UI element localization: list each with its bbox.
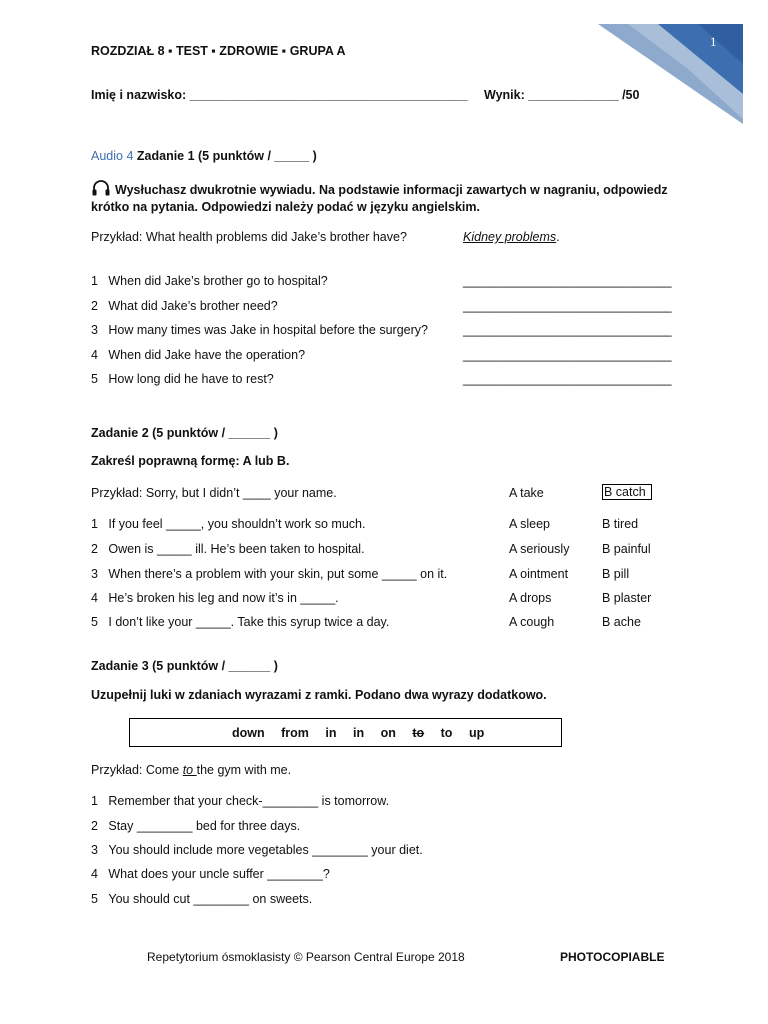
option-b[interactable]: B pill [602, 567, 630, 581]
headphones-icon [91, 180, 111, 196]
task3-title: Zadanie 3 (5 punktów / ______ ) [91, 659, 278, 673]
score-field-label: Wynik: _____________ /50 [484, 88, 640, 102]
answer-line[interactable]: ______________________________ [463, 274, 672, 288]
task3-example: Przykład: Come to the gym with me. [91, 763, 292, 777]
answer-line[interactable]: ______________________________ [463, 348, 672, 362]
list-item: 5 You should cut ________ on sweets. [91, 892, 313, 906]
list-item: 2 What did Jake’s brother need? [91, 299, 278, 313]
word-box [129, 718, 562, 747]
page-number: 1 [710, 34, 717, 49]
task2-title: Zadanie 2 (5 punktów / ______ ) [91, 426, 278, 440]
task1-example-answer: Kidney problems. [463, 230, 560, 244]
list-item: 1 If you feel _____, you shouldn’t work so much. [91, 517, 366, 531]
answer-line[interactable]: ______________________________ [463, 372, 672, 386]
task2-instruction: Zakreśl poprawną formę: A lub B. [91, 454, 290, 468]
footer-copyright: Repetytorium ósmoklasisty © Pearson Central Europe 2018 [147, 950, 465, 964]
word: down [232, 726, 265, 740]
list-item: 1 Remember that your check-________ is tomorrow. [91, 794, 390, 808]
footer-photocopiable: PHOTOCOPIABLE [560, 950, 665, 964]
list-item: 1 When did Jake’s brother go to hospital? [91, 274, 328, 288]
answer-line[interactable]: ______________________________ [463, 299, 672, 313]
task1-instruction-line2: krótko na pytania. Odpowiedzi należy podać w języku angielskim. [91, 200, 480, 214]
list-item: 4 When did Jake have the operation? [91, 348, 306, 362]
word: on [380, 726, 396, 740]
task1-example-question: Przykład: What health problems did Jake’s brother have? [91, 230, 407, 244]
list-item: 5 How long did he have to rest? [91, 372, 274, 386]
task1-title: Zadanie 1 (5 punktów / _____ ) [136, 149, 317, 163]
audio-label: Audio 4 [91, 149, 134, 163]
list-item: 3 How many times was Jake in hospital before the surgery? [91, 323, 428, 337]
word: in [352, 726, 365, 740]
word: from [281, 726, 309, 740]
answer-line[interactable]: ______________________________ [463, 323, 672, 337]
option-a[interactable]: A drops [509, 591, 552, 605]
word: to [440, 726, 453, 740]
task1-instruction-line1: Wysłuchasz dwukrotnie wywiadu. Na podstawie informacji zawartych w nagraniu, odpowiedz [91, 180, 668, 197]
option-b[interactable]: B ache [602, 615, 641, 629]
list-item: 3 When there’s a problem with your skin, put some _____ on it. [91, 567, 448, 581]
list-item: 5 I don’t like your _____. Take this syrup twice a day. [91, 615, 390, 629]
task2-example-option-a: A take [509, 486, 544, 500]
list-item: 2 Stay ________ bed for three days. [91, 819, 301, 833]
list-item: 2 Owen is _____ ill. He’s been taken to hospital. [91, 542, 365, 556]
list-item: 4 He’s broken his leg and now it’s in _____. [91, 591, 339, 605]
list-item: 4 What does your uncle suffer ________? [91, 867, 330, 881]
task1-heading [91, 149, 317, 163]
option-a[interactable]: A cough [509, 615, 555, 629]
option-b[interactable]: B tired [602, 517, 639, 531]
option-a[interactable]: A ointment [509, 567, 569, 581]
task2-example-option-b: B catch [602, 485, 652, 499]
option-b[interactable]: B painful [602, 542, 651, 556]
word: up [468, 726, 485, 740]
test-title: ROZDZIAŁ 8 ▪ TEST ▪ ZDROWIE ▪ GRUPA A [91, 44, 346, 58]
word-list [232, 726, 497, 740]
task3-instruction: Uzupełnij luki w zdaniach wyrazami z ramki. Podano dwa wyrazy dodatkowo. [91, 688, 547, 702]
list-item: 3 You should include more vegetables ________ your diet. [91, 843, 423, 857]
option-a[interactable]: A seriously [509, 542, 570, 556]
word-used: to [412, 726, 425, 740]
name-field-label: Imię i nazwisko: ________________________________________ [91, 88, 468, 102]
word: in [325, 726, 337, 740]
option-b[interactable]: B plaster [602, 591, 652, 605]
task2-example-sentence: Przykład: Sorry, but I didn’t ____ your name. [91, 486, 337, 500]
corner-decoration [598, 24, 743, 124]
option-a[interactable]: A sleep [509, 517, 551, 531]
